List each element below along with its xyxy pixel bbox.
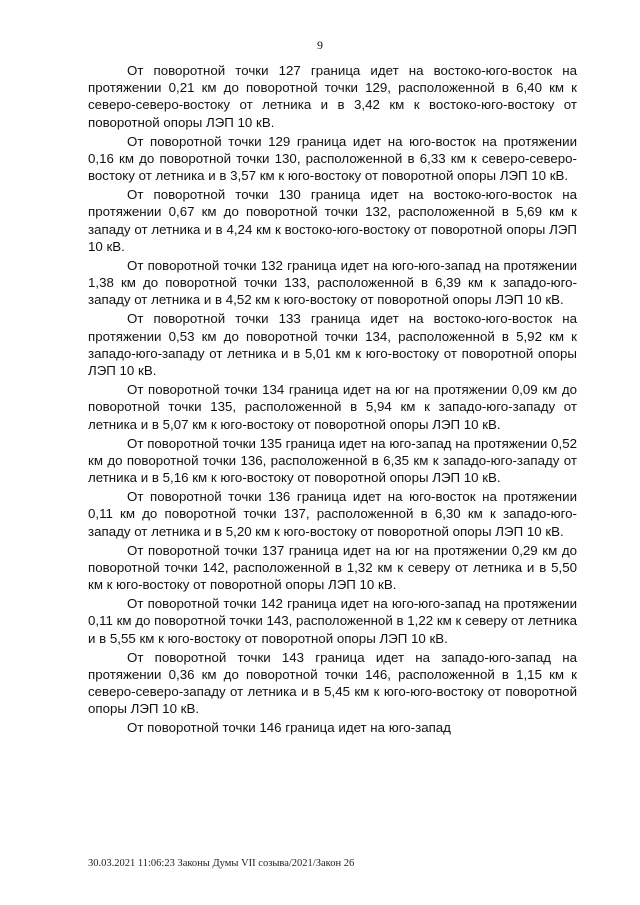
paragraph-continued: От поворотной точки 146 граница идет на юго-запад	[127, 720, 451, 736]
page-number: 9	[317, 38, 323, 52]
paragraph: От поворотной точки 132 граница идет на юго-юго-запад на протяжении 1,38 км до поворотной точки 133, расположенной в 6,39 км к западо-юго-западу от летника и в 4,52 км к юго-востоку от поворотной опоры ЛЭП 10 кВ.	[88, 257, 577, 308]
paragraph: От поворотной точки 143 граница идет на западо-юго-запад на протяжении 0,36 км до поворотной точки 146, расположенной в 1,15 км к северо-северо-западу от летника и в 5,45 км к юго-юго-востоку от поворотной опоры ЛЭП 10 кВ.	[88, 649, 577, 717]
paragraph: От поворотной точки 133 граница идет на востоко-юго-восток на протяжении 0,53 км до поворотной точки 134, расположенной в 5,92 км к западо-юго-западу от летника и в 5,01 км к юго-востоку от поворотной опоры ЛЭП 10 кВ.	[88, 311, 577, 379]
paragraph: От поворотной точки 134 граница идет на юг на протяжении 0,09 км до поворотной точки 135, расположенной в 5,94 км к западо-юго-западу от летника и в 5,07 км к юго-востоку от поворотной опоры ЛЭП 10 кВ.	[88, 382, 577, 432]
paragraph: От поворотной точки 136 граница идет на юго-восток на протяжении 0,11 км до поворотной точки 137, расположенной в 6,30 км к западо-юго-западу от летника и в 5,20 км к юго-востоку от поворотной опоры ЛЭП 10 кВ.	[88, 489, 577, 539]
paragraph: От поворотной точки 127 граница идет на востоко-юго-восток на протяжении 0,21 км до поворотной точки 129, расположенной в 6,40 км к северо-северо-востоку от летника и в 3,42 км к востоко-юго-востоку от поворотной опоры ЛЭП 10 кВ.	[88, 63, 577, 130]
document-footer: 30.03.2021 11:06:23 Законы Думы VII созыва/2021/Закон 26	[88, 858, 355, 869]
document-body	[88, 62, 577, 738]
paragraph: От поворотной точки 130 граница идет на востоко-юго-восток на протяжении 0,67 км до поворотной точки 132, расположенной в 5,69 км к западу от летника и в 4,24 км к востоко-юго-востоку от поворотной опоры ЛЭП 10 кВ.	[88, 187, 577, 254]
paragraph: От поворотной точки 135 граница идет на юго-запад на протяжении 0,52 км до поворотной точки 136, расположенной в 6,35 км к западо-юго-западу от летника и в 5,16 км к юго-востоку от поворотной опоры ЛЭП 10 кВ.	[88, 435, 577, 486]
paragraph: От поворотной точки 129 граница идет на юго-восток на протяжении 0,16 км до поворотной точки 130, расположенной в 6,33 км к северо-северо-востоку от летника и в 3,57 км к юго-востоку от поворотной опоры ЛЭП 10 кВ.	[88, 133, 577, 184]
paragraph: От поворотной точки 137 граница идет на юг на протяжении 0,29 км до поворотной точки 142, расположенной в 1,32 км к северу от летника и в 5,50 км к юго-востоку от поворотной опоры ЛЭП 10 кВ.	[88, 542, 577, 593]
paragraph: От поворотной точки 142 граница идет на юго-юго-запад на протяжении 0,11 км до поворотной точки 143, расположенной в 1,22 км к северу от летника и в 5,55 км к юго-востоку от поворотной опоры ЛЭП 10 кВ.	[88, 596, 577, 646]
